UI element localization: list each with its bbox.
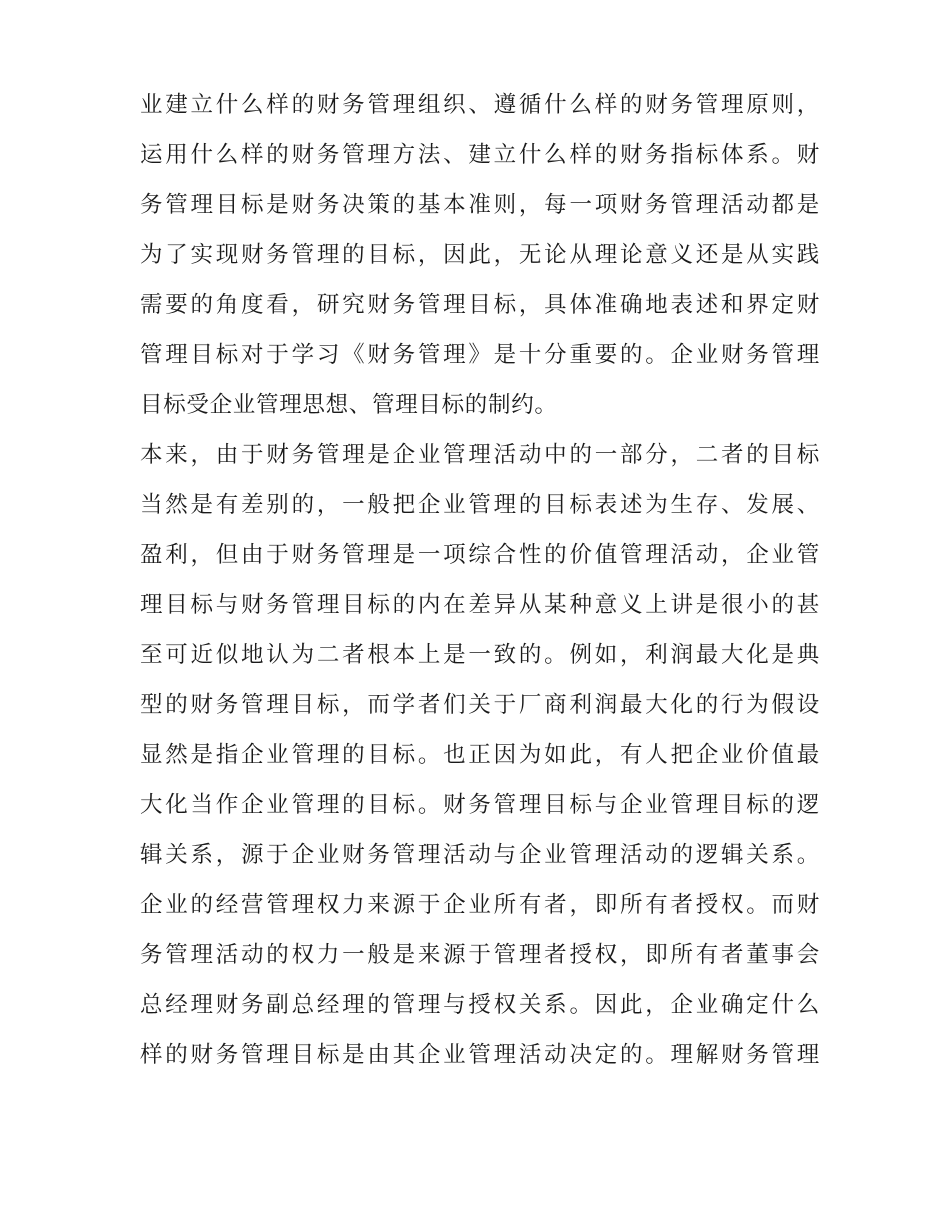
body-text: [140, 80, 820, 1080]
text-line: 至可近似地认为二者根本上是一致的。例如，利润最大化是典: [140, 642, 820, 668]
text-line: 盈利，但由于财务管理是一项综合性的价值管理活动，企业管: [140, 542, 820, 568]
text-line: 显然是指企业管理的目标。也正因为如此，有人把企业价值最: [140, 742, 820, 768]
text-line: 目标受企业管理思想、管理目标的制约。: [140, 392, 558, 418]
text-line: 业建立什么样的财务管理组织、遵循什么样的财务管理原则，: [140, 92, 820, 118]
text-line: 当然是有差别的，一般把企业管理的目标表述为生存、发展、: [140, 492, 820, 518]
text-line: 运用什么样的财务管理方法、建立什么样的财务指标体系。财: [140, 142, 820, 168]
text-line: 理目标与财务管理目标的内在差异从某种意义上讲是很小的甚: [140, 592, 820, 618]
text-line: 务管理活动的权力一般是来源于管理者授权，即所有者董事会: [140, 942, 820, 968]
text-line: 为了实现财务管理的目标，因此，无论从理论意义还是从实践: [140, 242, 820, 268]
text-line: 需要的角度看，研究财务管理目标，具体准确地表述和界定财: [140, 292, 820, 318]
text-line: 企业的经营管理权力来源于企业所有者，即所有者授权。而财: [140, 892, 820, 918]
text-line: 样的财务管理目标是由其企业管理活动决定的。理解财务管理: [140, 1042, 820, 1068]
text-line: 大化当作企业管理的目标。财务管理目标与企业管理目标的逻: [140, 792, 820, 818]
text-line: 型的财务管理目标，而学者们关于厂商利润最大化的行为假设: [140, 692, 820, 718]
text-line: 本来，由于财务管理是企业管理活动中的一部分，二者的目标: [140, 442, 820, 468]
text-line: 辑关系，源于企业财务管理活动与企业管理活动的逻辑关系。: [140, 842, 820, 868]
text-line: 总经理财务副总经理的管理与授权关系。因此，企业确定什么: [140, 992, 820, 1018]
text-line: 务管理目标是财务决策的基本准则，每一项财务管理活动都是: [140, 192, 820, 218]
text-line: 管理目标对于学习《财务管理》是十分重要的。企业财务管理: [140, 342, 820, 368]
